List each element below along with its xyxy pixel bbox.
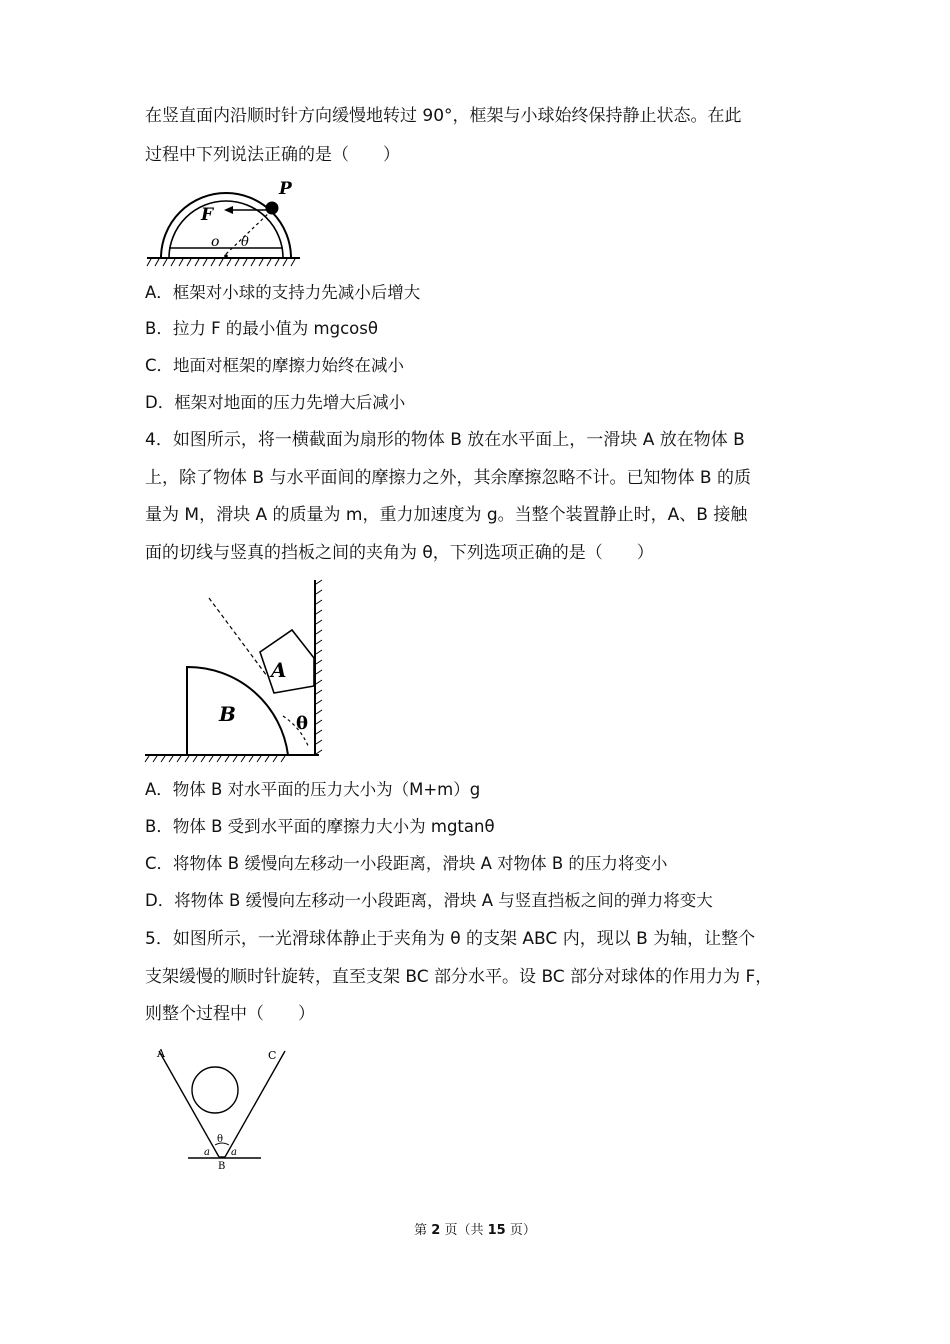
q3-option-a: A．框架对小球的支持力先减小后增大 — [145, 283, 421, 302]
footer-suffix: 页） — [505, 1223, 536, 1238]
q4-option-a: A．物体 B 对水平面的压力大小为（M+m）g — [145, 780, 481, 799]
label-theta: θ — [217, 1134, 224, 1145]
q3-text-line2: 过程中下列说法正确的是（ ） — [145, 145, 400, 165]
q4-option-c: C．将物体 B 缓慢向左移动一小段距离，滑块 A 对物体 B 的压力将变小 — [145, 854, 668, 873]
q4-option-b: B．物体 B 受到水平面的摩擦力大小为 mgtanθ — [145, 817, 495, 836]
q3-option-c: C．地面对框架的摩擦力始终在减小 — [145, 356, 405, 375]
label-theta: θ — [241, 235, 249, 250]
footer-page-number: 2 — [431, 1223, 441, 1238]
label-alpha-right: a — [231, 1147, 237, 1158]
page-footer — [0, 1219, 950, 1238]
label-a: A — [157, 1047, 165, 1060]
q4-text-line1: 4．如图所示，将一横截面为扇形的物体 B 放在水平面上，一滑块 A 放在物体 B — [145, 430, 745, 450]
label-b: B — [218, 1161, 226, 1172]
label-alpha-left: a — [204, 1147, 210, 1158]
q5-figure-v-frame — [145, 1045, 295, 1175]
q4-option-d: D．将物体 B 缓慢向左移动一小段距离，滑块 A 与竖直挡板之间的弹力将变大 — [145, 891, 713, 910]
label-o: o — [211, 234, 220, 250]
label-theta: θ — [296, 713, 309, 734]
q5-text-line3: 则整个过程中（ ） — [145, 1004, 315, 1024]
label-a: A — [271, 658, 287, 682]
q5-text-line2: 支架缓慢的顺时针旋转，直至支架 BC 部分水平。设 BC 部分对球体的作用力为 F， — [145, 967, 773, 987]
q3-option-b: B．拉力 F 的最小值为 mgcosθ — [145, 319, 378, 338]
footer-prefix: 第 — [414, 1223, 432, 1238]
q3-text-line1: 在竖直面内沿顺时针方向缓慢地转过 90°，框架与小球始终保持静止状态。在此 — [145, 106, 742, 126]
q4-text-line3: 量为 M，滑块 A 的质量为 m，重力加速度为 g。当整个装置静止时，A、B 接触 — [145, 505, 748, 525]
q3-figure-semicircle-frame — [145, 176, 305, 268]
label-f: F — [201, 205, 214, 225]
footer-total-pages: 15 — [487, 1223, 506, 1238]
q3-option-d: D．框架对地面的压力先增大后减小 — [145, 393, 406, 412]
label-p: P — [279, 179, 292, 199]
label-c: C — [268, 1049, 277, 1062]
label-b: B — [219, 702, 236, 726]
q4-text-line2: 上，除了物体 B 与水平面间的摩擦力之外，其余摩擦忽略不计。已知物体 B 的质 — [145, 468, 751, 488]
q4-figure-sector-block — [143, 578, 328, 763]
q5-text-line1: 5．如图所示，一光滑球体静止于夹角为 θ 的支架 ABC 内，现以 B 为轴，让整个 — [145, 929, 756, 949]
q4-text-line4: 面的切线与竖真的挡板之间的夹角为 θ，下列选项正确的是（ ） — [145, 543, 654, 563]
footer-middle: 页（共 — [440, 1223, 488, 1238]
